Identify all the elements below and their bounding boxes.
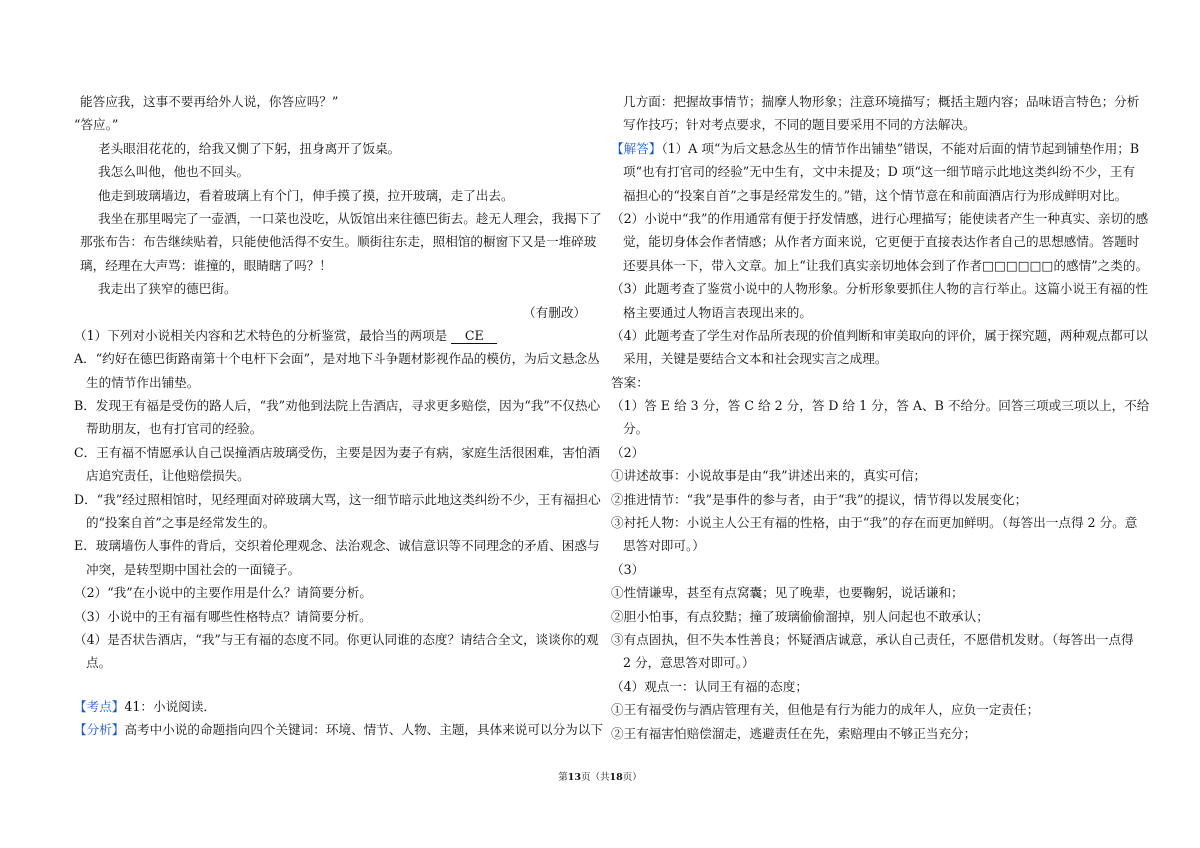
answer-line: ③衬托人物：小说主人公王有福的性格，由于“我”的存在而更加鲜明。（每答出一点得 2 分。意 [611, 515, 1138, 531]
jieda [611, 137, 1140, 160]
fenxi-tag: 【分析】 [74, 722, 125, 738]
option-a: A．“约好在德巴街路南第十个电杆下会面”，是对地下斗争题材影视作品的模仿，为后文悬念丛 [74, 351, 600, 367]
option-d-cont: 的“投案自首”之事是经常发生的。 [86, 515, 276, 531]
option-c-cont: 店追究责任，让他赔偿损失。 [86, 468, 250, 484]
right-column [611, 90, 1150, 745]
option-b-cont: 帮助朋友，也有打官司的经验。 [86, 421, 263, 437]
story-line: 能答应我，这事不要再给外人说，你答应吗？” [80, 94, 339, 109]
answer-heading: 答案： [611, 374, 649, 390]
footer-prefix: 第 [558, 772, 568, 783]
option-d: D．“我”经过照相馆时，见经理面对碎玻璃大骂，这一细节暗示此地这类纠纷不少，王有福担心 [74, 491, 601, 507]
jieda-line: 格主要通过人物语言表现出来的。 [623, 304, 812, 320]
fenxi-cont: 写作技巧；针对考点要求，不同的题目要采用不同的方法解决。 [623, 117, 976, 133]
fenxi-cont: 几方面：把握故事情节；揣摩人物形象；注意环境描写；概括主题内容；品味语言特色；分析 [623, 94, 1140, 109]
option-a-cont: 生的情节作出铺垫。 [86, 374, 200, 390]
jieda-text: （1）A 项“为后文悬念丛生的情节作出铺垫”错误，不能对后面的情节起到铺垫作用；B [661, 140, 1140, 156]
jieda-line: 采用，关键是要结合文本和社会现实言之成理。 [623, 351, 888, 367]
source-note: （有删改） [523, 304, 586, 320]
question-1-prompt: （1）下列对小说相关内容和艺术特色的分析鉴赏，最恰当的两项是 [74, 327, 448, 343]
page-total: 18 [609, 772, 623, 783]
jieda-line: 福担心的“投案自首”之事是经常发生的。”错，这个情节意在和前面酒店行为形成鲜明对比。 [623, 187, 1128, 203]
jieda-line: 项“也有打官司的经验”无中生有，文中未提及；D 项“这一细节暗示此地这类纠纷不少，王有 [623, 164, 1135, 180]
answer-line: ②胆小怕事，有点狡黠；撞了玻璃偷偷溜掉，别人问起也不敢承认； [611, 608, 989, 624]
jieda-line: （4）此题考查了学生对作品所表现的价值判断和审美取向的评价，属于探究题，两种观点都可以 [611, 327, 1148, 343]
story-line: “答应。” [74, 117, 119, 133]
option-e: E．玻璃墙伤人事件的背后，交织着伦理观念、法治观念、诚信意识等不同理念的矛盾、困惑与 [74, 538, 600, 554]
story-line: 老头眼泪花花的，给我又惻了下躬，扭身离开了饭桌。 [98, 140, 401, 156]
question-1 [74, 324, 592, 347]
story-line: 他走到玻璃墙边，看着玻璃上有个门，伸手摸了摸，拉开玻璃，走了出去。 [98, 187, 514, 203]
story-line: 我坐在那里喝完了一壶酒，一口菜也没吃，从饭馆出来往德巴街去。趁无人理会，我揭下了 [98, 210, 602, 226]
story-line: 璃，经理在大声骂：谁撞的，眼睛瞎了吗？！ [80, 257, 332, 273]
question-2: （2）“我”在小说中的主要作用是什么？请简要分析。 [74, 585, 372, 601]
answer-line: （2） [611, 444, 645, 460]
kaodian-tag: 【考点】 [74, 698, 125, 714]
option-e-cont: 冲突，是转型期中国社会的一面镜子。 [86, 561, 301, 577]
answer-line: （4）观点一：认同王有福的态度； [611, 678, 808, 694]
answer-line: ①讲述故事：小说故事是由“我”讲述出来的，真实可信； [611, 468, 927, 484]
jieda-line: 还要具体一下，带入文章。加上“让我们真实亲切地体会到了作者□□□□□□的感情”之类的。 [623, 257, 1149, 273]
answer-blank: CE [451, 328, 497, 344]
question-4-cont: 点。 [86, 655, 112, 671]
answer-line: ①王有福受伤与酒店管理有关，但他是有行为能力的成年人，应负一定责任； [611, 702, 1040, 718]
answer-line: ②推进情节：“我”是事件的参与者，由于“我”的提议，情节得以发展变化； [611, 491, 1028, 507]
page-number: 13 [567, 772, 581, 783]
answer-line: ③有点固执，但不失本性善良；怀疑酒店诚意，承认自己责任，不愿借机发财。（每答出一点得 [611, 631, 1134, 647]
question-3: （3）小说中的王有福有哪些性格特点？请简要分析。 [74, 608, 372, 624]
left-column [74, 90, 603, 742]
answer-line: ①性情谦卑，甚至有点窝囊；见了晚辈，也要鞠躬，说话谦和； [611, 585, 964, 601]
jieda-tag: 【解答】 [611, 140, 662, 156]
story-line: 我走出了狭窄的德巴街。 [98, 281, 237, 297]
story-line: 我怎么叫他，他也不回头。 [98, 164, 250, 180]
page-footer [0, 771, 1200, 785]
footer-middle: 页（共 [580, 772, 610, 783]
kaodian-text: 41：小说阅读． [124, 698, 216, 714]
answer-line: （3） [611, 561, 645, 577]
option-c: C．王有福不情愿承认自己误撞酒店玻璃受伤，主要是因为妻子有病，家庭生活很困难，害怕酒 [74, 444, 600, 460]
option-b: B．发现王有福是受伤的路人后，“我”劝他到法院上告酒店，寻求更多赔偿，因为“我”不仅热心 [74, 398, 601, 414]
fenxi-text: 高考中小说的命题指向四个关键词：环境、情节、人物、主题，具体来说可以分为以下 [124, 722, 603, 738]
jieda-line: 觉，能切身体会作者情感；从作者方面来说，它更便于直接表达作者自己的思想感情。答题时 [623, 234, 1140, 250]
answer-line: 分。 [623, 421, 649, 437]
answer-line: 2 分，意思答对即可。） [623, 655, 755, 671]
question-4: （4）是否状告酒店，“我”与王有福的态度不同。你更认同谁的态度？请结合全文，谈谈你的观 [74, 631, 599, 647]
answer-line: 思答对即可。） [623, 538, 705, 554]
kaodian [74, 695, 592, 718]
answer-line: （1）答 E 给 3 分，答 C 给 2 分，答 D 给 1 分，答 A、B 不给分。回答三项或三项以上，不给 [611, 398, 1150, 414]
footer-suffix: 页） [622, 772, 642, 783]
answer-line: ②王有福害怕赔偿溜走，逃避责任在先，索赔理由不够正当充分； [611, 725, 977, 741]
jieda-line: （2）小说中“我”的作用通常有便于抒发情感，进行心理描写；能使读者产生一种真实、亲切的感 [611, 210, 1149, 226]
fenxi [74, 718, 603, 741]
jieda-line: （3）此题考查了鉴赏小说中的人物形象。分析形象要抓住人物的言行举止。这篇小说王有福的性 [611, 281, 1148, 297]
story-line: 那张布告：布告继续贴着，只能使他活得不安生。顺街往东走，照相馆的橱窗下又是一堆碎玻 [80, 234, 597, 250]
